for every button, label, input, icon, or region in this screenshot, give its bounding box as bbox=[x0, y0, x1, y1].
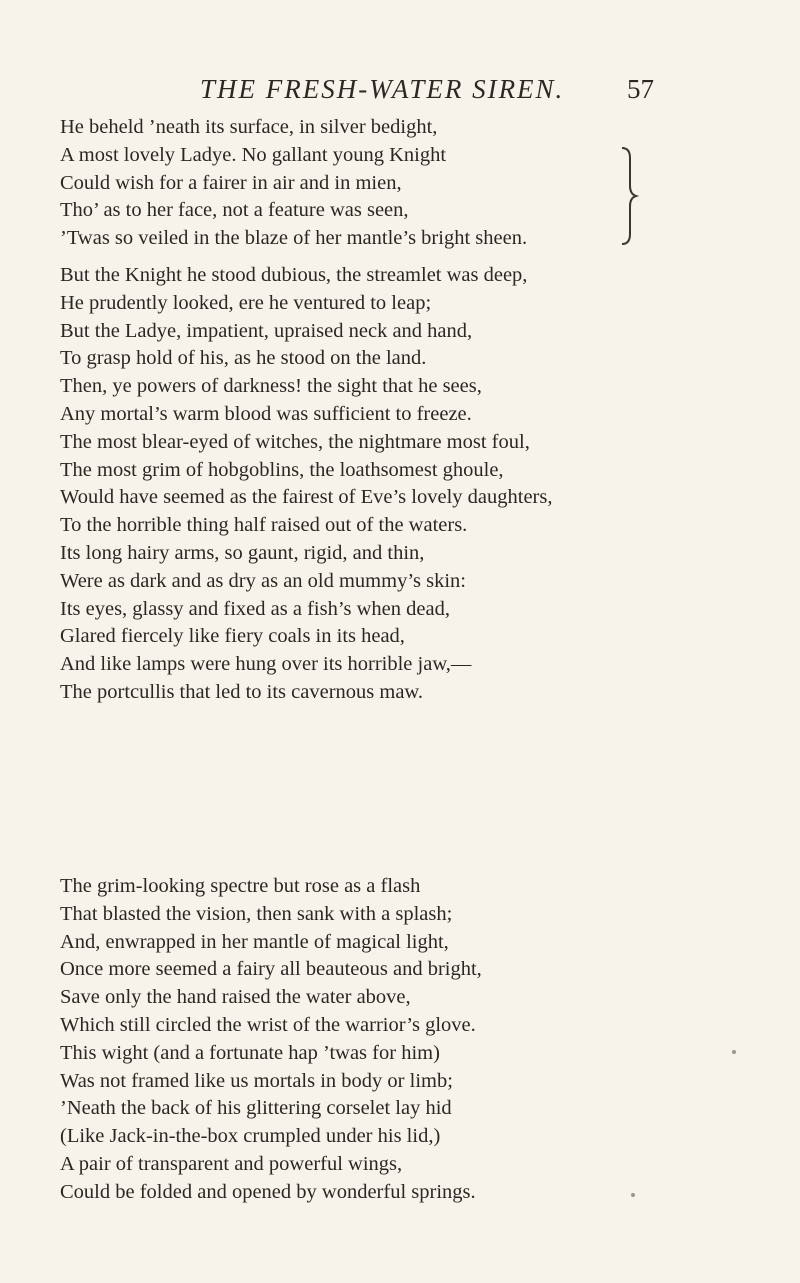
poem-line: To grasp hold of his, as he stood on the land. bbox=[60, 347, 427, 370]
poem-line: ’Neath the back of his glittering corselet lay hid bbox=[60, 1097, 452, 1120]
poem-line: Tho’ as to her face, not a feature was seen, bbox=[60, 199, 409, 222]
poem-line: But the Ladye, impatient, upraised neck and hand, bbox=[60, 319, 473, 342]
poem-line: The portcullis that led to its cavernous maw. bbox=[60, 680, 424, 703]
poem-line: (Like Jack-in-the-box crumpled under his lid,) bbox=[60, 1125, 441, 1148]
poem-line: Could be folded and opened by wonderful springs. bbox=[60, 1180, 476, 1203]
poem-line: The most blear-eyed of witches, the nightmare most foul, bbox=[60, 430, 530, 453]
poem-line: He prudently looked, ere he ventured to leap; bbox=[60, 291, 432, 314]
poem-line: The most grim of hobgoblins, the loathsomest ghoule, bbox=[60, 458, 504, 481]
poem-line: To the horrible thing half raised out of the waters. bbox=[60, 514, 468, 537]
poem-line: Which still circled the wrist of the warrior’s glove. bbox=[60, 1013, 476, 1036]
triplet-brace bbox=[612, 146, 642, 246]
poem-line: Any mortal’s warm blood was sufficient to freeze. bbox=[60, 402, 472, 425]
paper-speck bbox=[732, 1050, 736, 1054]
poem-line: That blasted the vision, then sank with a splash; bbox=[60, 902, 453, 925]
poem-line: This wight (and a fortunate hap ’twas for him) bbox=[60, 1041, 440, 1064]
poem-line: A most lovely Ladye. No gallant young Knight bbox=[60, 143, 447, 166]
poem-line: Its eyes, glassy and fixed as a fish’s when dead, bbox=[60, 597, 450, 620]
poem-line: A pair of transparent and powerful wings, bbox=[60, 1152, 403, 1175]
poem-line: Then, ye powers of darkness! the sight that he sees, bbox=[60, 375, 482, 398]
poem-line: He beheld ’neath its surface, in silver bedight, bbox=[60, 116, 438, 138]
stanza-2 bbox=[60, 262, 552, 707]
poem-line: The grim-looking spectre but rose as a flash bbox=[60, 875, 421, 897]
running-head bbox=[60, 74, 654, 110]
running-title: THE FRESH-WATER SIREN. bbox=[200, 74, 565, 104]
poem-line: Glared fiercely like fiery coals in its head, bbox=[60, 625, 405, 648]
poem-line: And like lamps were hung over its horrible jaw,— bbox=[60, 653, 472, 676]
paper-speck bbox=[631, 1193, 635, 1197]
poem-line: Its long hairy arms, so gaunt, rigid, and thin, bbox=[60, 541, 425, 564]
poem-line: Would have seemed as the fairest of Eve’s lovely daughters, bbox=[60, 486, 553, 509]
poem-line: Was not framed like us mortals in body or limb; bbox=[60, 1069, 453, 1092]
poem-line: Could wish for a fairer in air and in mien, bbox=[60, 171, 402, 194]
poem-line: And, enwrapped in her mantle of magical light, bbox=[60, 930, 449, 953]
poem-line: ’Twas so veiled in the blaze of her mantle’s bright sheen. bbox=[60, 227, 528, 250]
page-number: 57 bbox=[627, 74, 654, 104]
stanza-1 bbox=[60, 114, 527, 253]
poem-line: Save only the hand raised the water above, bbox=[60, 986, 411, 1009]
stanza-3 bbox=[60, 873, 482, 1207]
poem-line: But the Knight he stood dubious, the streamlet was deep, bbox=[60, 264, 528, 286]
poem-line: Once more seemed a fairy all beauteous and bright, bbox=[60, 958, 482, 981]
poem-line: Were as dark and as dry as an old mummy’s skin: bbox=[60, 569, 466, 592]
